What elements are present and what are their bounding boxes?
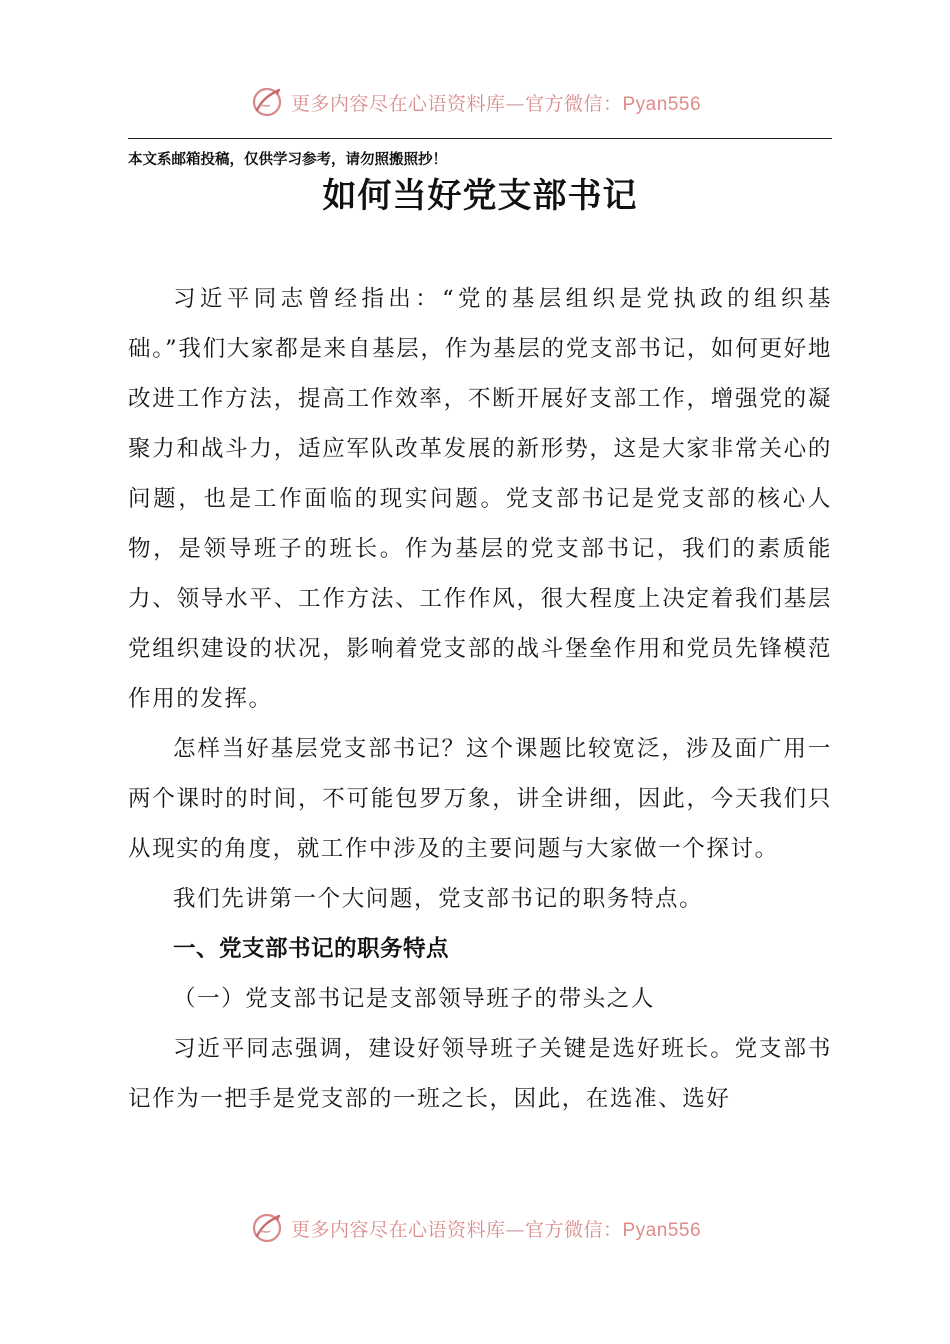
banner-site-text: 更多内容尽在心语资料库 — [290, 92, 506, 115]
document-body — [128, 274, 832, 1124]
section-heading: 一、党支部书记的职务特点 — [173, 936, 450, 962]
body-paragraph: 习近平同志强调，建设好领导班子关键是选好班长。党支部书记作为一把手是党支部的一班之长，因此，在选准、选好 — [128, 1036, 832, 1112]
body-paragraph: 习近平同志曾经指出：“党的基层组织是党执政的组织基础。”我们大家都是来自基层，作为基层的党支部书记，如何更好地改进工作方法，提高工作效率，不断开展好支部工作，增强党的凝聚力和战斗力，适应军队改革发展的新形势，这是大家非常关心的问题，也是工作面临的现实问题。党支部书记是党支部的核心人物，是领导班子的班长。作为基层的党支部书记，我们的素质能力、领导水平、工作方法、工作作风，很大程度上决定着我们基层党组织建设的状况，影响着党支部的战斗堡垒作用和党员先锋模范作用的发挥。 — [128, 286, 832, 712]
subsection-heading: （一）党支部书记是支部领导班子的带头之人 — [173, 986, 656, 1012]
footer-banner — [0, 1210, 950, 1246]
body-paragraph: 我们先讲第一个大问题，党支部书记的职务特点。 — [173, 886, 704, 912]
header-divider — [128, 138, 832, 139]
header-banner — [0, 84, 950, 120]
banner-separator: — — [505, 1218, 525, 1241]
banner-site-text: 更多内容尽在心语资料库 — [290, 1218, 506, 1241]
banner-wechat-id: Pyan556 — [622, 93, 702, 115]
disclaimer-note: 本文系邮箱投稿，仅供学习参考，请勿照搬照抄！ — [128, 151, 447, 168]
body-paragraph: 怎样当好基层党支部书记？这个课题比较宽泛，涉及面广用一两个课时的时间，不可能包罗万象，讲全讲细，因此，今天我们只从现实的角度，就工作中涉及的主要问题与大家做一个探讨。 — [128, 736, 832, 862]
banner-text — [291, 1215, 701, 1242]
banner-wechat-id: Pyan556 — [622, 1219, 702, 1241]
banner-wechat-label: 官方微信： — [524, 92, 623, 115]
banner-separator: — — [505, 92, 525, 115]
document-title: 如何当好党支部书记 — [322, 176, 638, 216]
pen-swirl-logo-icon — [249, 84, 285, 120]
banner-wechat-label: 官方微信： — [524, 1218, 623, 1241]
banner-text — [291, 89, 701, 116]
pen-swirl-logo-icon — [249, 1210, 285, 1246]
